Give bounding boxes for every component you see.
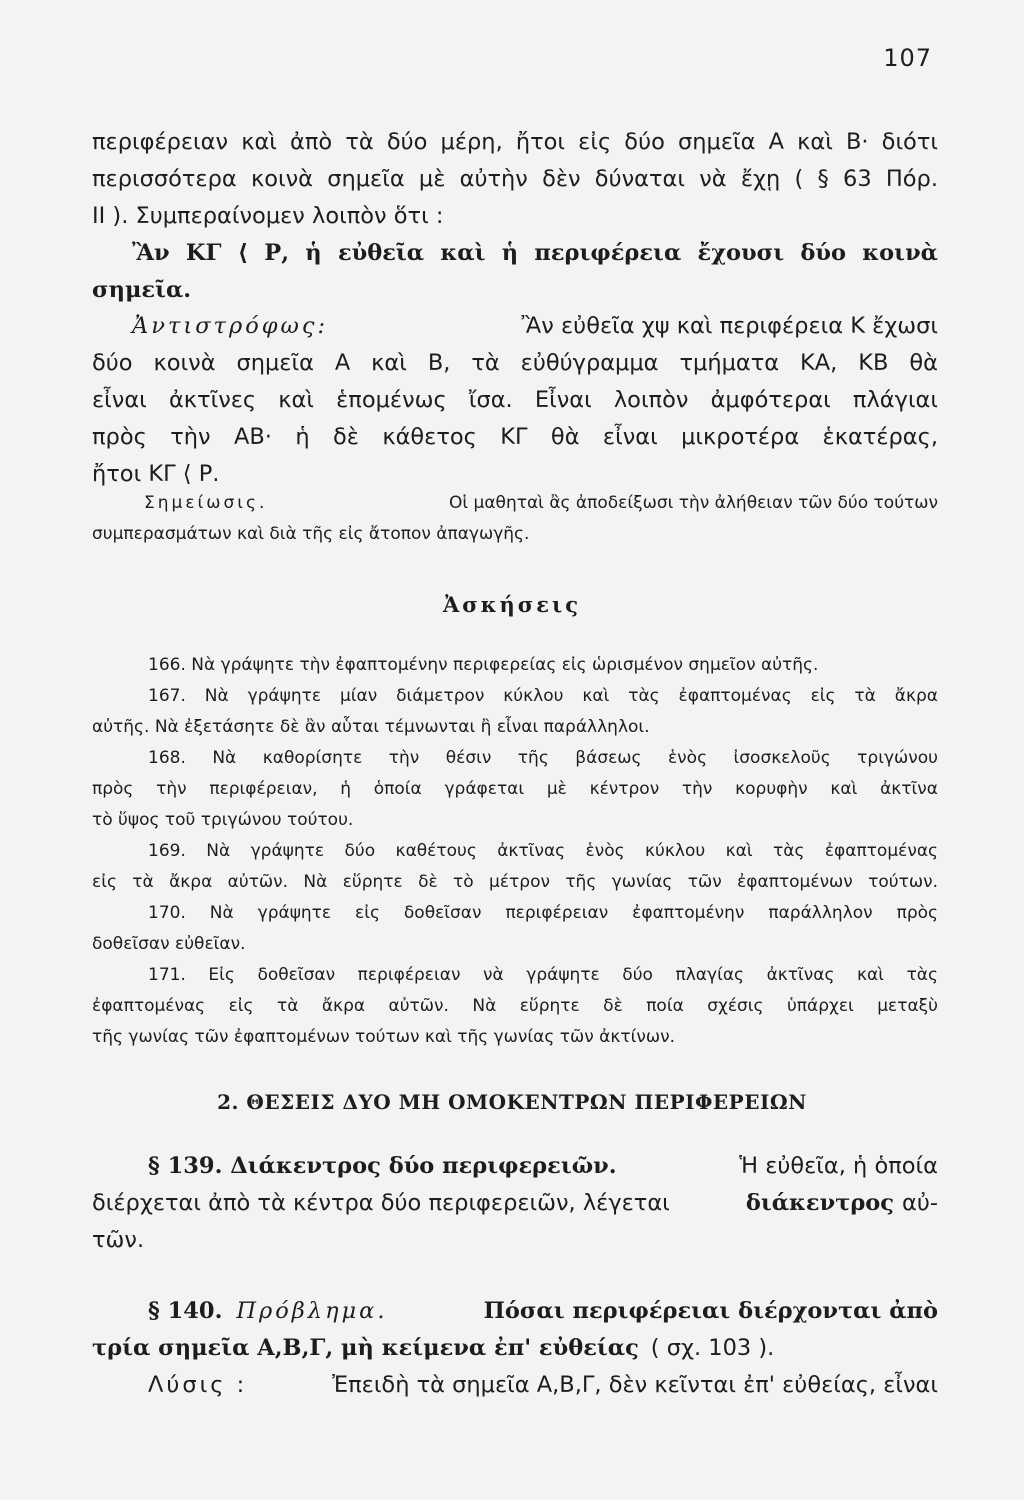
p140-label: § 140. <box>148 1298 223 1324</box>
note-first-line: Οἱ μαθηταὶ ἂς ἀποδείξωσι τὴν ἀλήθειαν τῶν δύο τούτων <box>449 493 938 513</box>
exercises-list <box>92 650 938 1053</box>
text-line <box>92 308 938 345</box>
exercise-line: εἰς τὰ ἄκρα αὐτῶν. Νὰ εὕρητε δὲ τὸ μέτρον τῆς γωνίας τῶν ἐφαπτομένων τούτων. <box>92 872 938 892</box>
exercises-heading: Ἀσκήσεις <box>443 592 581 617</box>
p140-line3: Ἐπειδὴ τὰ σημεῖα Α,Β,Γ, δὲν κεῖνται ἐπ' εὐθείας, εἶναι <box>332 1372 938 1398</box>
exercise-line: τὸ ὕψος τοῦ τριγώνου τούτου. <box>92 810 354 830</box>
p140-line2-rest: ( σχ. 103 ). <box>650 1335 775 1361</box>
exercise-line: δοθεῖσαν εὐθεῖαν. <box>92 934 246 954</box>
paragraph-139 <box>92 1148 938 1259</box>
paragraph-intro <box>92 124 938 309</box>
p140-line2-bold: τρία σημεῖα Α,Β,Γ, μὴ κείμενα ἐπ' εὐθείας <box>92 1335 639 1361</box>
text-line <box>92 1148 938 1185</box>
p139-line2: διέρχεται ἀπὸ τὰ κέντρα δύο περιφερειῶν, λέγεται <box>92 1190 670 1216</box>
note <box>92 488 938 550</box>
exercise-line: πρὸς τὴν περιφέρειαν, ἡ ὁποία γράφεται μὲ κέντρον τὴν κορυφὴν καὶ ἀκτῖνα <box>92 779 938 799</box>
exercise-line: 167. Νὰ γράψητε μίαν διάμετρον κύκλου καὶ τὰς ἐφαπτομένας εἰς τὰ ἄκρα <box>148 686 938 706</box>
exercise-line: 170. Νὰ γράψητε εἰς δοθεῖσαν περιφέρειαν ἐφαπτομένην παράλληλον πρὸς <box>148 903 938 923</box>
text-line: περιφέρειαν καὶ ἀπὸ τὰ δύο μέρη, ἤτοι εἰς δύο σημεῖα Α καὶ Β· διότι <box>92 129 938 155</box>
p139-label: § 139. Διάκεντρος δύο περιφερειῶν. <box>148 1153 617 1179</box>
text-line <box>92 1185 938 1222</box>
exercise-line: ἐφαπτομένας εἰς τὰ ἄκρα αὐτῶν. Νὰ εὕρητε δὲ ποία σχέσις ὑπάρχει μεταξὺ <box>92 996 938 1016</box>
text-line: δύο κοινὰ σημεῖα Α καὶ Β, τὰ εὐθύγραμμα τμήματα ΚΑ, ΚΒ θὰ <box>92 350 938 376</box>
text-line: συμπερασμάτων καὶ διὰ τῆς εἰς ἄτοπον ἀπαγωγῆς. <box>92 524 530 544</box>
note-label: Σημείωσις. <box>144 493 268 513</box>
text-line: πρὸς τὴν ΑΒ· ἡ δὲ κάθετος ΚΓ θὰ εἶναι μικροτέρα ἑκατέρας, <box>92 424 938 450</box>
text-line <box>92 1367 938 1404</box>
theorem-line: Ἂν ΚΓ ⟨ Ρ, ἡ εὐθεῖα καὶ ἡ περιφέρεια ἔχουσι δύο κοινὰ <box>132 240 938 266</box>
text-line: περισσότερα κοινὰ σημεῖα μὲ αὐτὴν δὲν δύναται νὰ ἔχῃ ( § 63 Πόρ. <box>92 166 938 192</box>
p140-label-italic: Πρόβλημα. <box>236 1298 388 1324</box>
text-line <box>92 1293 938 1330</box>
text-line: ἤτοι ΚΓ ⟨ Ρ. <box>92 461 220 487</box>
exercise-line: 168. Νὰ καθορίσητε τὴν θέσιν τῆς βάσεως ἑνὸς ἰσοσκελοῦς τριγώνου <box>148 748 938 768</box>
exercise-line: 166. Νὰ γράψητε τὴν ἐφαπτομένην περιφερείας εἰς ὡρισμένον σημεῖον αὐτῆς. <box>148 655 819 675</box>
page-number: 107 <box>883 44 932 72</box>
exercise-line: αὐτῆς. Νὰ ἐξετάσητε δὲ ἂν αὗται τέμνωνται ἢ εἶναι παράλληλοι. <box>92 717 650 737</box>
converse-label: Ἀντιστρόφως: <box>132 313 329 339</box>
converse-first-line: Ἂν εὐθεῖα χψ καὶ περιφέρεια Κ ἔχωσι <box>521 313 938 339</box>
p139-first-line: Ἡ εὐθεῖα, ἡ ὁποία <box>739 1153 938 1179</box>
section-title: 2. ΘΕΣΕΙΣ ΔΥΟ ΜΗ ΟΜΟΚΕΝΤΡΩΝ ΠΕΡΙΦΕΡΕΙΩΝ <box>217 1090 807 1114</box>
text-line <box>92 488 938 519</box>
paragraph-140 <box>92 1293 938 1404</box>
p139-line2-end: αὐ- <box>902 1190 938 1216</box>
exercise-line: 171. Εἰς δοθεῖσαν περιφέρειαν νὰ γράψητε δύο πλαγίας ἀκτῖνας καὶ τὰς <box>148 965 938 985</box>
p140-first-line: Πόσαι περιφέρειαι διέρχονται ἀπὸ <box>483 1298 938 1324</box>
theorem-line-end: σημεῖα. <box>92 277 192 303</box>
text-line <box>92 1330 938 1367</box>
text-line: εἶναι ἀκτῖνες καὶ ἑπομένως ἴσα. Εἶναι λοιπὸν ἀμφότεραι πλάγιαι <box>92 387 938 413</box>
exercise-line: 169. Νὰ γράψητε δύο καθέτους ἀκτῖνας ἑνὸς κύκλου καὶ τὰς ἐφαπτομένας <box>148 841 938 861</box>
text-line: II ). Συμπεραίνομεν λοιπὸν ὅτι : <box>92 203 444 229</box>
paragraph-converse <box>92 308 938 493</box>
p139-term: διάκεντρος <box>745 1190 895 1216</box>
p140-solution-label: Λύσις : <box>148 1372 248 1398</box>
text-line: τῶν. <box>92 1227 145 1253</box>
exercise-line: τῆς γωνίας τῶν ἐφαπτομένων τούτων καὶ τῆς γωνίας τῶν ἀκτίνων. <box>92 1027 675 1047</box>
